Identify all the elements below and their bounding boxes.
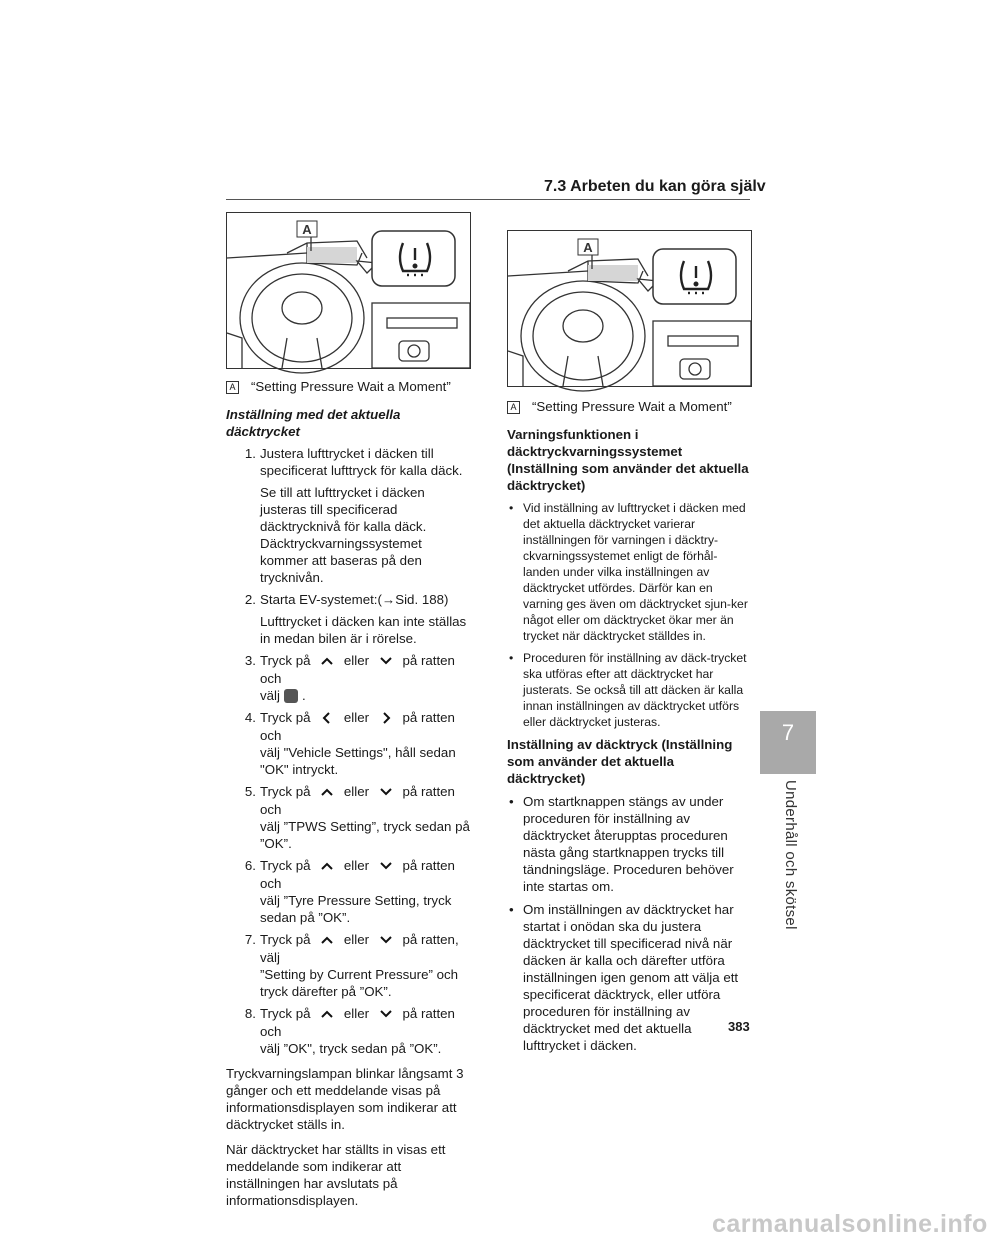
step-text: eller [343, 931, 370, 947]
step-6 [226, 857, 471, 926]
watermark: carmanualsonline.info [712, 1210, 988, 1238]
step-text: på ratten och [260, 653, 455, 686]
step-2 [226, 591, 471, 608]
list-item: • Proceduren för inställning av däck-trycket ska utföras efter att däcktrycket har justerats. Se också till att däcken är kalla innan inställningen av däcktrycket utförs eller däcktrycket justeras. [507, 650, 751, 730]
step-1 [226, 445, 471, 479]
chevron-up-icon [314, 858, 340, 875]
step-text: eller [343, 1005, 370, 1021]
section-heading: Inställning med det aktuella däcktrycket [226, 407, 401, 439]
step-number: 8. [244, 1005, 256, 1021]
step-text: Starta EV-systemet:(→Sid. 188) [260, 592, 449, 607]
list-item: • Om startknappen stängs av under proceduren för inställning av däcktrycket återupptas proceduren nästa gång startknappen trycks till tändningsläge. Proceduren behöver inte startas om. [507, 793, 751, 895]
caption-box: A [226, 381, 239, 394]
step-number: 6. [244, 857, 256, 873]
step-number: 4. [244, 709, 256, 725]
step-8 [226, 1005, 471, 1057]
page-number: 383 [728, 1019, 750, 1034]
step-text: välj ”OK", tryck sedan på ”OK”. [260, 1040, 442, 1056]
step-text: eller [343, 709, 370, 725]
step-text: eller [343, 857, 370, 873]
step-text: . [301, 687, 306, 703]
figure-label: A [302, 222, 312, 237]
list-item-text: Vid inställning av lufttrycket i däcken med det aktuella däcktrycket varierar inställningen för varningen i däcktry-ckvarningssystemet enligt de förhål-landen under vilka inställningen av däcktrycket utfördes. Därför kan en varning ges även om däcktrycket sjun-ker något eller om däcktrycket ökar mer än trycket när däcktrycket ställdes in. [523, 501, 748, 643]
step-text: på ratten och [260, 857, 455, 891]
chevron-up-icon [314, 784, 340, 801]
chevron-down-icon [373, 653, 399, 670]
step-number: 1. [244, 446, 256, 461]
step-text: eller [343, 783, 370, 799]
step-text: välj ”Tyre Pressure Setting, tryck sedan på ”OK”. [260, 892, 452, 925]
step-text: välj "Vehicle Settings", håll sedan "OK" intryckt. [260, 744, 456, 777]
chevron-right-icon [373, 710, 399, 727]
figure-caption [507, 398, 751, 415]
step-text: på ratten och [260, 783, 455, 817]
caption-text: “Setting Pressure Wait a Moment” [532, 399, 732, 414]
step-3 [226, 652, 471, 704]
step-text: på ratten, välj [260, 931, 459, 965]
figure-label: A [583, 240, 593, 255]
bullet-list [507, 500, 751, 730]
list-item-text: Om startknappen stängs av under proceduren för inställning av däcktrycket återupptas proceduren nästa gång startknappen trycks till tändningsläge. Proceduren behöver inte startas om. [523, 794, 734, 894]
paragraph: Tryckvarningslampan blinkar långsamt 3 gånger och ett meddelande visas på informationsdisplayen som indikerar att däcktrycket ställs in. [226, 1065, 464, 1132]
step-text: ”Setting by Current Pressure” och tryck därefter på ”OK”. [260, 966, 459, 999]
section-heading: Varningsfunktionen i däcktryckvarningssystemet (Inställning som använder det aktuella däcktrycket) [507, 427, 749, 493]
settings-dot-icon [284, 689, 298, 703]
step-text: på ratten och [260, 1005, 455, 1039]
step-number: 7. [244, 931, 256, 947]
list-item: • Om inställningen av däcktrycket har startat i onödan ska du justera däcktrycket till specificerad nivå när däcken är kalla och därefter utföra inställningen igen genom att välja ett specificerat däcktryck, eller utföra proceduren för inställning av däcktrycket med det aktuella lufttrycket i däcken. [507, 901, 751, 1054]
step-note: Lufttrycket i däcken kan inte ställas in medan bilen är i rörelse. [260, 614, 467, 646]
dashboard-illustration-left [226, 212, 471, 369]
step-text: välj [260, 687, 280, 703]
step-7 [226, 931, 471, 1000]
step-number: 3. [244, 653, 256, 668]
list-item-text: Om inställningen av däcktrycket har startat i onödan ska du justera däcktrycket till specificerad nivå när däcken är kalla och därefter utföra inställningen igen genom att välja ett specificerat däcktryck, eller utföra proceduren för inställning av däcktrycket med det aktuella lufttrycket i däcken. [523, 902, 739, 1053]
bullet-list [507, 793, 751, 1054]
step-text: Tryck på [260, 1005, 311, 1021]
step-text: eller [343, 653, 370, 668]
list-item: • Vid inställning av lufttrycket i däcken med det aktuella däcktrycket varierar inställningen för varningen i däcktry-ckvarningssystemet enligt de förhål-landen under vilka inställningen av däcktrycket utfördes. Därför kan en varning ges även om däcktrycket sjun-ker något eller om däcktrycket ökar mer än trycket när däcktrycket ställdes in. [507, 500, 751, 644]
step-text: Justera lufttrycket i däcken till specificerat lufttryck för kalla däck. [260, 446, 463, 478]
chevron-down-icon [373, 858, 399, 875]
step-text: Tryck på [260, 653, 311, 668]
step-note: Se till att lufttrycket i däcken justeras till specificerad däcktrycknivå för kalla däck. Däcktryckvarningssystemet kommer att baseras på den trycknivån. [260, 485, 427, 585]
step-text: välj ”TPWS Setting”, tryck sedan på ”OK”. [260, 818, 470, 851]
chevron-left-icon [314, 710, 340, 727]
section-heading: Inställning av däcktryck (Inställning som använder det aktuella däcktrycket) [507, 737, 733, 786]
step-number: 2. [244, 592, 256, 607]
step-text: Tryck på [260, 709, 311, 725]
paragraph: När däcktrycket har ställts in visas ett meddelande som indikerar att inställningen har avslutats på informationsdisplayen. [226, 1141, 446, 1208]
header-rule [226, 199, 750, 200]
dashboard-illustration-right [507, 230, 752, 387]
caption-box: A [507, 401, 520, 414]
step-text: på ratten och [260, 709, 455, 743]
header-title: 7.3 Arbeten du kan göra själv [544, 178, 766, 195]
chevron-up-icon [314, 653, 340, 670]
chapter-label: Underhåll och skötsel [782, 780, 799, 930]
chevron-down-icon [373, 932, 399, 949]
chapter-number: 7 [781, 720, 795, 745]
step-text: Tryck på [260, 857, 311, 873]
step-4 [226, 709, 471, 778]
figure-caption [226, 378, 471, 395]
left-column [226, 378, 471, 1217]
list-item-text: Proceduren för inställning av däck-trycket ska utföras efter att däcktrycket har justerats. Se också till att däcken är kalla innan inställningen av däcktrycket utförs eller däcktrycket justeras. [523, 651, 747, 729]
step-5 [226, 783, 471, 852]
step-text: Tryck på [260, 931, 311, 947]
step-number: 5. [244, 783, 256, 799]
right-column [507, 398, 751, 1060]
chevron-down-icon [373, 1006, 399, 1023]
step-text: Tryck på [260, 783, 311, 799]
chevron-up-icon [314, 932, 340, 949]
caption-text: “Setting Pressure Wait a Moment” [251, 379, 451, 394]
chevron-down-icon [373, 784, 399, 801]
chevron-up-icon [314, 1006, 340, 1023]
